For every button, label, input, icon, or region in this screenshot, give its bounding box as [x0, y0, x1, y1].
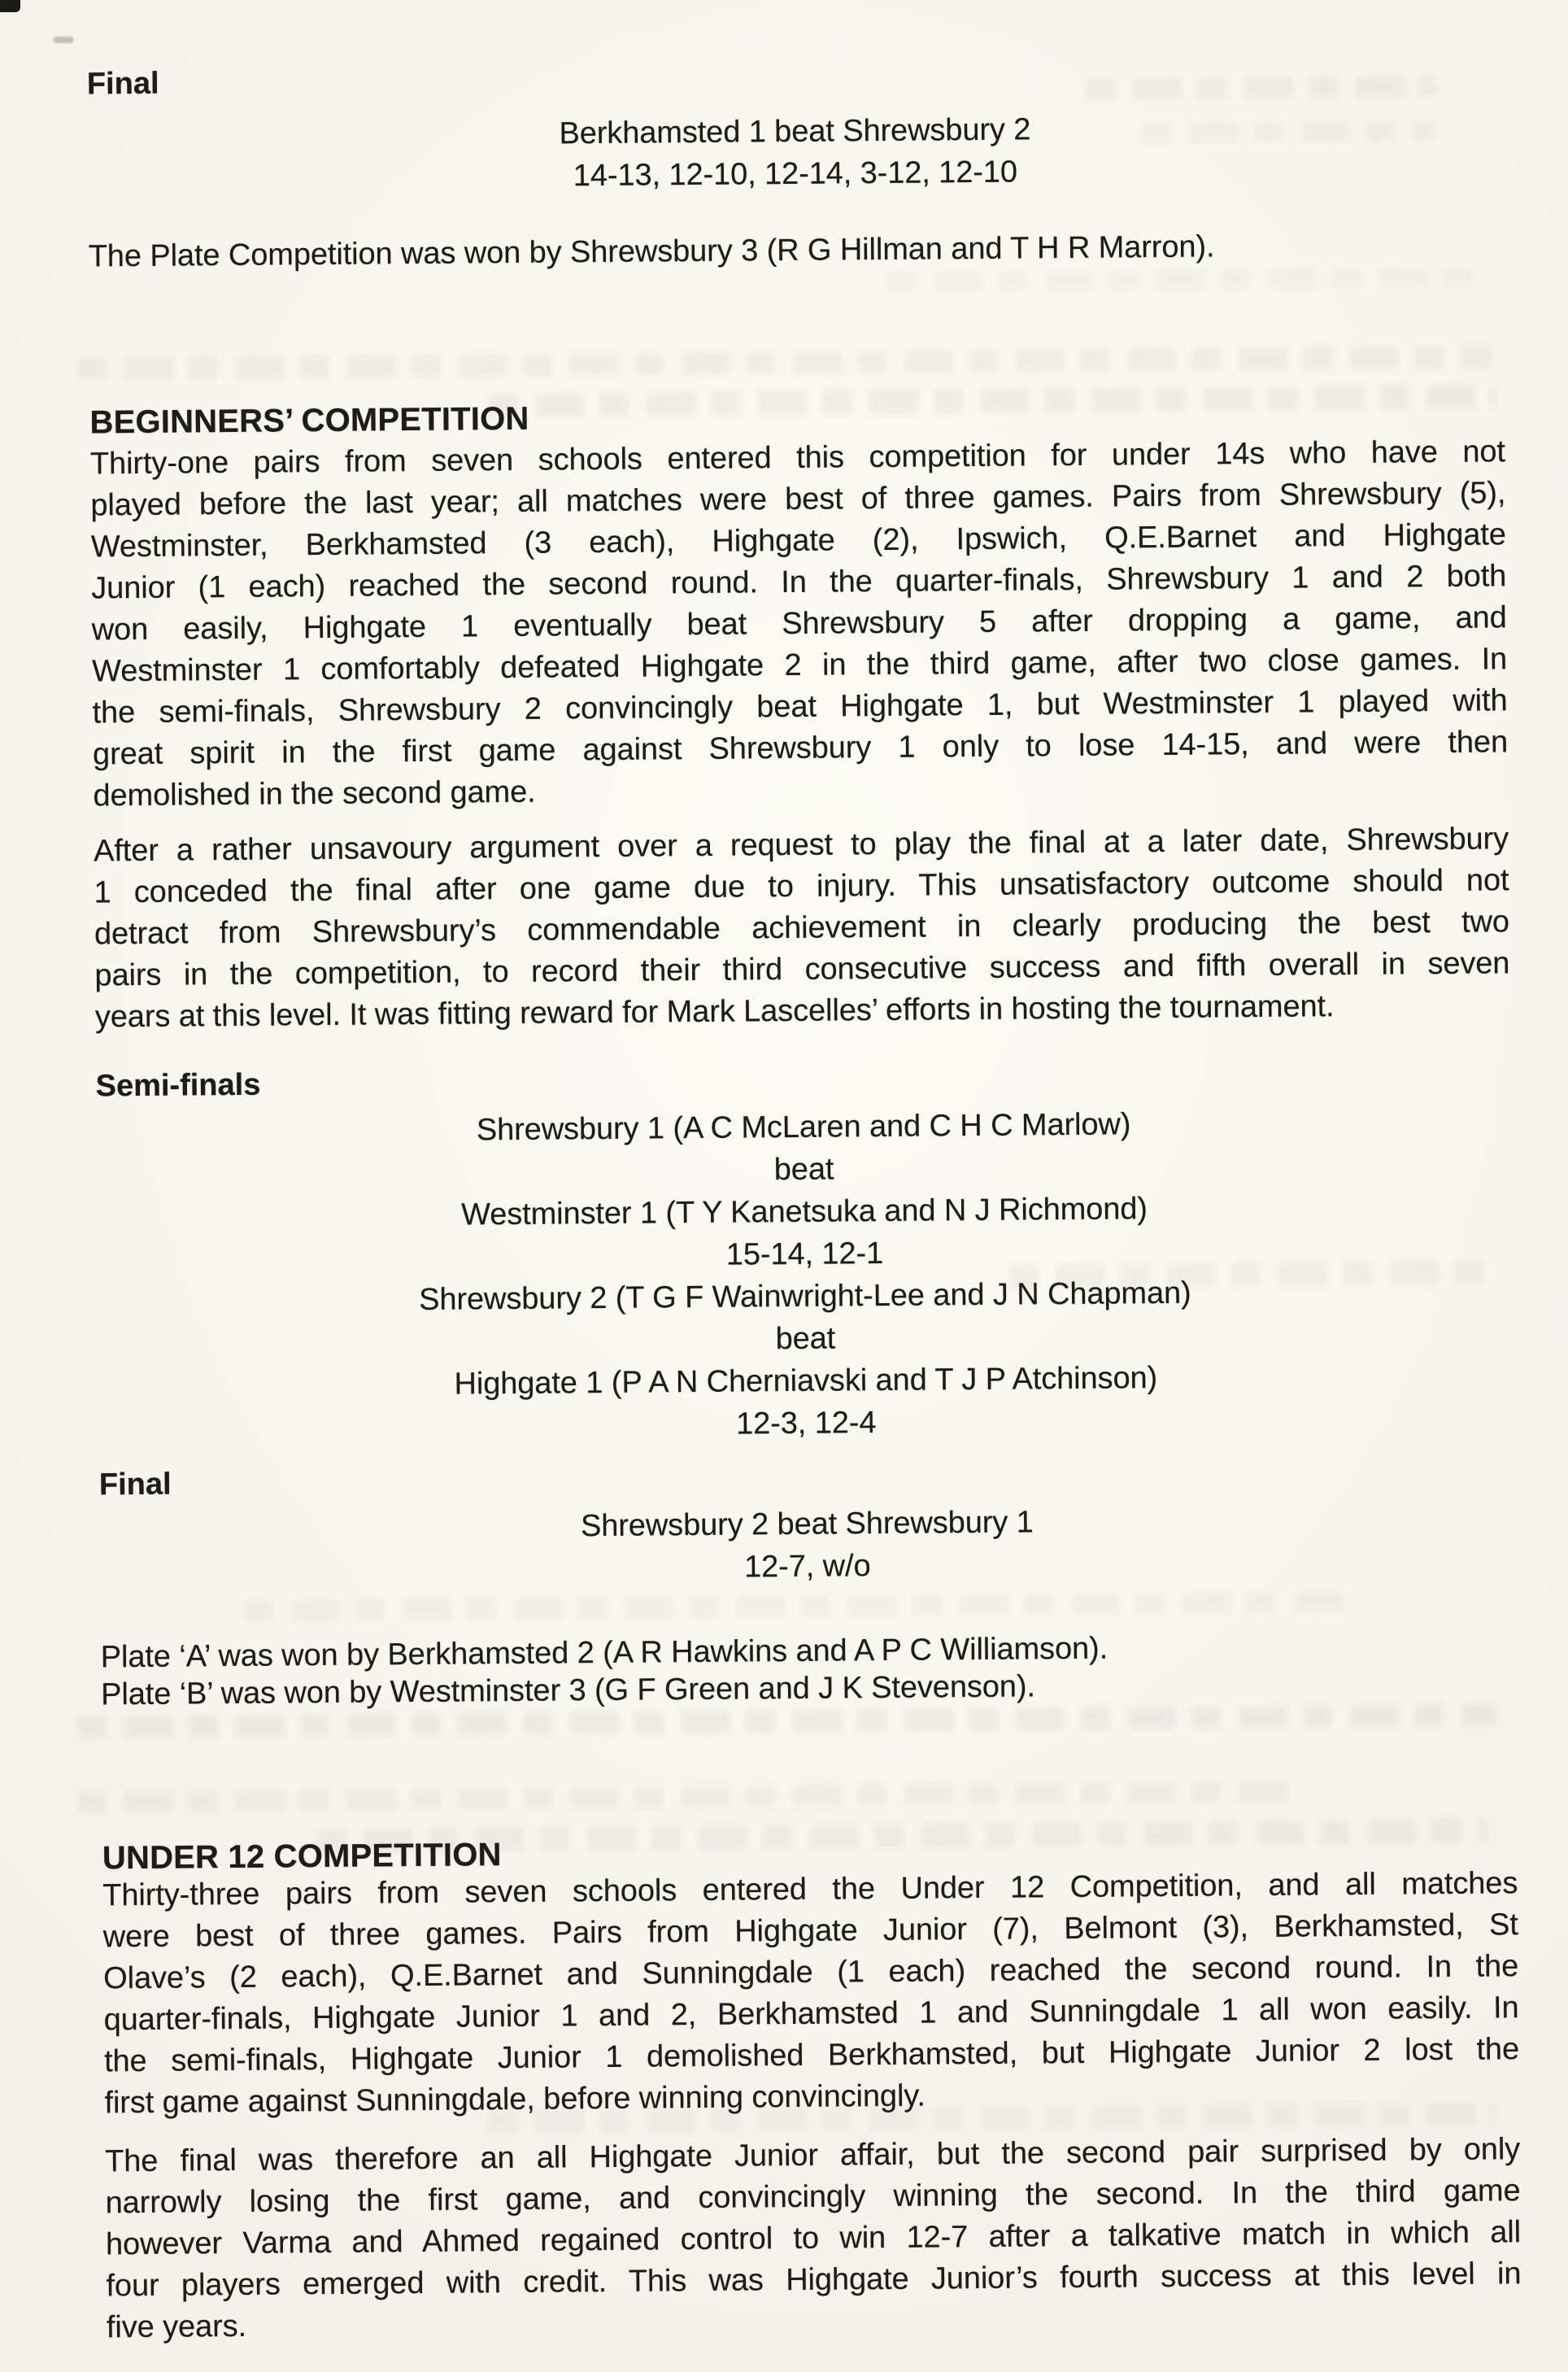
- beginners-paragraph-1: [90, 431, 1509, 817]
- text-line: Thirty-three pairs from seven schools entered the Under 12 Competition, and all matches: [102, 1866, 1518, 1913]
- text-line: Westminster 1 (T Y Kanetsuka and N J Richmond): [460, 1192, 1148, 1232]
- text-line: demolished in the second game.: [93, 774, 536, 813]
- text-line: 14-13, 12-10, 12-14, 3-12, 12-10: [573, 155, 1018, 194]
- text-line: the semi-finals, Shrewsbury 2 convincingly beat Highgate 1, but Westminster 1 played with: [92, 683, 1508, 730]
- text-line: Olave’s (2 each), Q.E.Barnet and Sunningdale (1 each) reached the second round. In the: [103, 1949, 1519, 1996]
- text-line: 15-14, 12-1: [725, 1236, 884, 1272]
- text-line: Berkhamsted 1 beat Shrewsbury 2: [559, 112, 1031, 151]
- text-line: four players emerged with credit. This was Highgate Junior’s fourth success at this level in: [106, 2256, 1522, 2304]
- text-line: Shrewsbury 2 beat Shrewsbury 1: [580, 1505, 1034, 1544]
- text-line: 12-3, 12-4: [735, 1406, 877, 1441]
- text-line: great spirit in the first game against Shrewsbury 1 only to lose 14-15, and were then: [92, 725, 1509, 772]
- text-line: 1 conceded the final after one game due to injury. This unsatisfactory outcome should not: [94, 863, 1509, 910]
- text-line: Highgate 1 (P A N Cherniavski and T J P Atchinson): [454, 1361, 1158, 1402]
- text-line: pairs in the competition, to record their third consecutive success and fifth overall in seven: [94, 946, 1510, 993]
- under12-paragraph-2: [105, 2129, 1522, 2348]
- text-line: 12-7, w/o: [743, 1549, 871, 1585]
- text-line: Shrewsbury 2 (T G F Wainwright-Lee and J N Chapman): [418, 1275, 1191, 1317]
- text-line: however Varma and Ahmed regained control to win 12-7 after a talkative match in which all: [105, 2215, 1522, 2262]
- text-line: played before the last year; all matches were best of three games. Pairs from Shrewsbury (5),: [90, 476, 1506, 523]
- beginners-paragraph-2: [94, 818, 1510, 1038]
- text-line: narrowly losing the first game, and convincingly winning the second. In the third game: [105, 2174, 1521, 2221]
- under-12-competition-heading: UNDER 12 COMPETITION: [102, 1837, 502, 1877]
- plate-competition-note: The Plate Competition was won by Shrewsbury 3 (R G Hillman and T H R Marron).: [88, 229, 1215, 274]
- semifinal-result-1: [96, 1100, 1513, 1281]
- text-line: Westminster, Berkhamsted (3 each), Highgate (2), Ipswich, Q.E.Barnet and Highgate: [90, 517, 1506, 565]
- text-line: beat: [775, 1321, 836, 1357]
- text-line: Westminster 1 comfortably defeated Highgate 2 in the third game, after two close games. In: [91, 642, 1508, 689]
- text-line: beat: [773, 1152, 834, 1188]
- text-line: years at this level. It was fitting reward for Mark Lascelles’ efforts in hosting the tournament.: [94, 989, 1335, 1035]
- final-result-top: [87, 104, 1503, 201]
- text-line: detract from Shrewsbury’s commendable achievement in clearly producing the best two: [94, 905, 1510, 952]
- plate-b-note: Plate ‘B’ was won by Westminster 3 (G F Green and J K Stevenson).: [100, 1669, 1036, 1712]
- under12-paragraph-1: [102, 1863, 1520, 2124]
- text-line: were best of three games. Pairs from Highgate Junior (7), Belmont (3), Berkhamsted, St: [102, 1908, 1518, 1955]
- text-line: quarter-finals, Highgate Junior 1 and 2, Berkhamsted 1 and Sunningdale 1 all won easily. In: [103, 1990, 1519, 2038]
- text-line: After a rather unsavoury argument over a request to play the final at a later date, Shrewsbury: [93, 822, 1509, 869]
- beginners-competition-heading: BEGINNERS’ COMPETITION: [89, 400, 529, 441]
- semifinal-result-2: [98, 1269, 1514, 1450]
- text-line: won easily, Highgate 1 eventually beat Shrewsbury 5 after dropping a game, and: [91, 600, 1507, 648]
- text-line: Shrewsbury 1 (A C McLaren and C H C Marlow): [476, 1107, 1131, 1148]
- text-line: five years.: [106, 2309, 247, 2345]
- text-line: The final was therefore an all Highgate Junior affair, but the second pair surprised by only: [104, 2132, 1521, 2179]
- final-heading-beginners: Final: [98, 1467, 172, 1502]
- text-line: the semi-finals, Highgate Junior 1 demolished Berkhamsted, but Highgate Junior 2 lost the: [103, 2032, 1520, 2079]
- beginners-final-result: [99, 1497, 1515, 1594]
- text-line: Junior (1 each) reached the second round. In the quarter-finals, Shrewsbury 1 and 2 both: [91, 559, 1507, 606]
- plate-a-note: Plate ‘A’ was won by Berkhamsted 2 (A R Hawkins and A P C Williamson).: [100, 1631, 1108, 1675]
- final-heading-top: Final: [86, 66, 159, 102]
- text-line: Thirty-one pairs from seven schools entered this competition for under 14s who have not: [89, 434, 1506, 482]
- semi-finals-heading: Semi-finals: [95, 1067, 261, 1104]
- text-line: first game against Sunningdale, before winning convincingly.: [104, 2078, 926, 2121]
